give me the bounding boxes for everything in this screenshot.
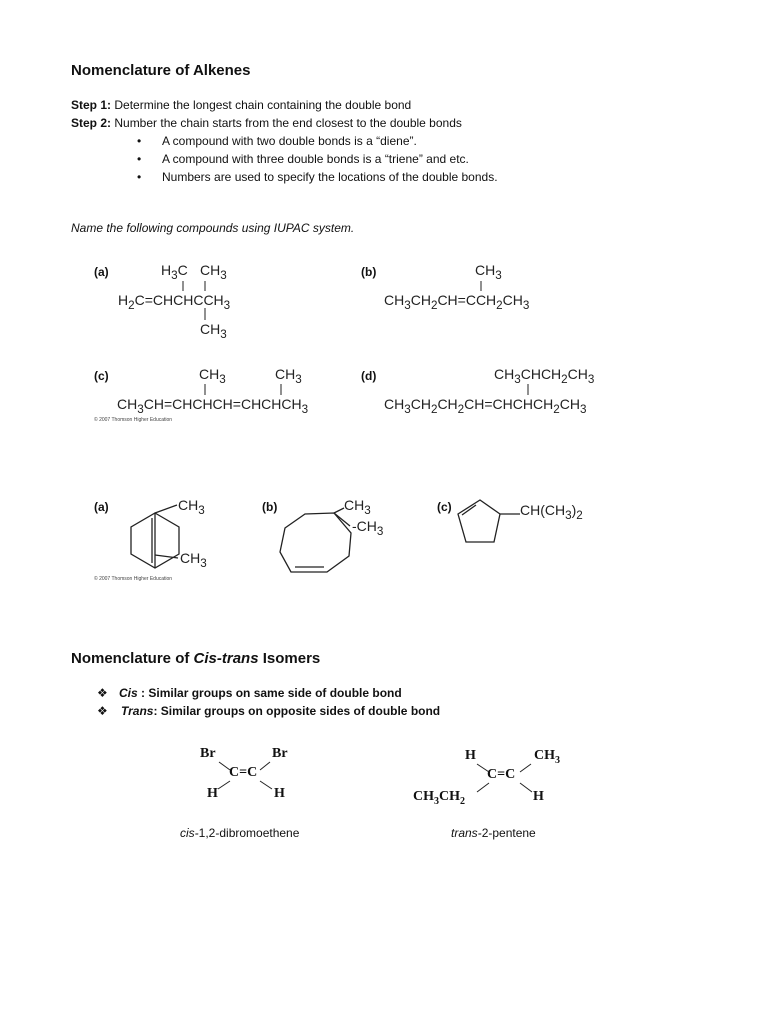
section-title-cis-trans: Nomenclature of Cis-trans Isomers: [71, 650, 321, 667]
structure-a-main: $H_2C=CHCHCCH_3$: [118, 292, 231, 312]
step-2-label: Step 2:: [71, 116, 112, 130]
step-1-label: Step 1:: [71, 98, 112, 112]
step-1-text: Determine the longest chain containing the double bond: [111, 98, 412, 112]
cis-caption: cis-1,2-dibromoethene: [180, 826, 300, 840]
structure-a-sub-bottom: $CH_3$: [200, 321, 227, 341]
trans-h-1: H: [465, 748, 476, 763]
trans-h-2: H: [533, 789, 544, 804]
trans-ethyl: $CH_3CH_2$: [413, 789, 465, 807]
copyright-note: © 2007 Thomson Higher Education: [94, 417, 173, 423]
ring-b-label: (b): [262, 500, 278, 514]
cis-br-1: Br: [200, 746, 216, 761]
cis-center: C=C: [229, 765, 258, 780]
ring-a-sub-2: $CH_3$: [180, 550, 207, 570]
diamond-bullet-icon: ❖: [97, 686, 108, 700]
structure-a-sub-left: $H_3C$: [161, 262, 188, 282]
structure-a-sub-right: $CH_3$: [200, 262, 227, 282]
bullet-icon: •: [137, 152, 142, 166]
structure-b-sub-top: $CH_3$: [475, 262, 502, 282]
trans-center: C=C: [487, 767, 516, 782]
trans-caption: trans-2-pentene: [451, 826, 536, 840]
section-title-alkenes: Nomenclature of Alkenes: [71, 62, 251, 79]
document-page: Nomenclature of Alkenes Step 1: Determine the longest chain containing the double bond Step 2: Number the chain starts from the end closest to the double bonds • A compound with two double bonds is a “diene”. • A compound with three double bonds is a “triene” and etc. • Numbers are used to specify the locations of the double bonds. Name the following compounds using IUPAC system. (a) $H_3C$ $CH_3$ $H_2C=CHCHCCH_3$ $CH_3$ (b) $CH_3$ $CH_3CH_2CH=CCH_2CH_3$ (c) $CH_3$ $CH_3$ $CH_3CH=CHCHCH=CHCHCH_3$ © 2007 Thomson Higher Education (d) $CH_3CHCH_2CH_3$ $CH_3CH_2CH_2CH=CHCHCH_2CH_3$ (a) $CH_3$ $CH_3$ © 2007 Thomson Higher Education (b) $CH_3$ $-CH_3$ (c) $CH(CH_3)_2$ Nomenclature of Cis-trans Isomers ❖ Cis : Similar groups on same side of double bond ❖ Trans: Similar groups on opposite sides of double bond Br Br C=C H H cis-1,2-dibromoethene H $CH_3$ C=C $CH_3CH_2$ H trans-2-pentene: [0, 0, 768, 1024]
structure-d-sub-top: $CH_3CHCH_2CH_3$: [494, 366, 595, 386]
bullet-icon: •: [137, 170, 142, 184]
structure-d-main: $CH_3CH_2CH_2CH=CHCHCH_2CH_3$: [384, 396, 587, 416]
bullet-icon: •: [137, 134, 142, 148]
structure-c-label: (c): [94, 369, 109, 383]
structure-c-main: $CH_3CH=CHCHCH=CHCHCH_3$: [117, 396, 309, 416]
structure-c-sub-2: $CH_3$: [275, 366, 302, 386]
structure-b-main: $CH_3CH_2CH=CCH_2CH_3$: [384, 292, 530, 312]
ring-c-label: (c): [437, 500, 452, 514]
cis-h-2: H: [274, 786, 285, 801]
structure-c-sub-1: $CH_3$: [199, 366, 226, 386]
diamond-bullet-icon: ❖: [97, 704, 108, 718]
structure-d-label: (d): [361, 369, 377, 383]
structure-a-label: (a): [94, 265, 109, 279]
trans-ch3: $CH_3$: [534, 748, 560, 766]
cis-h-1: H: [207, 786, 218, 801]
structure-b-label: (b): [361, 265, 377, 279]
step-2-text: Number the chain starts from the end closest to the double bonds: [111, 116, 462, 130]
ring-b-sub-1: $CH_3$: [344, 497, 371, 517]
ring-b-sub-2: $-CH_3$: [352, 518, 384, 538]
cis-br-2: Br: [272, 746, 288, 761]
copyright-note-2: © 2007 Thomson Higher Education: [94, 576, 173, 582]
ring-a-label: (a): [94, 500, 109, 514]
ring-c-sub: $CH(CH_3)_2$: [520, 502, 583, 522]
ring-a-sub-1: $CH_3$: [178, 497, 205, 517]
instruction-text: Name the following compounds using IUPAC system.: [71, 221, 355, 235]
